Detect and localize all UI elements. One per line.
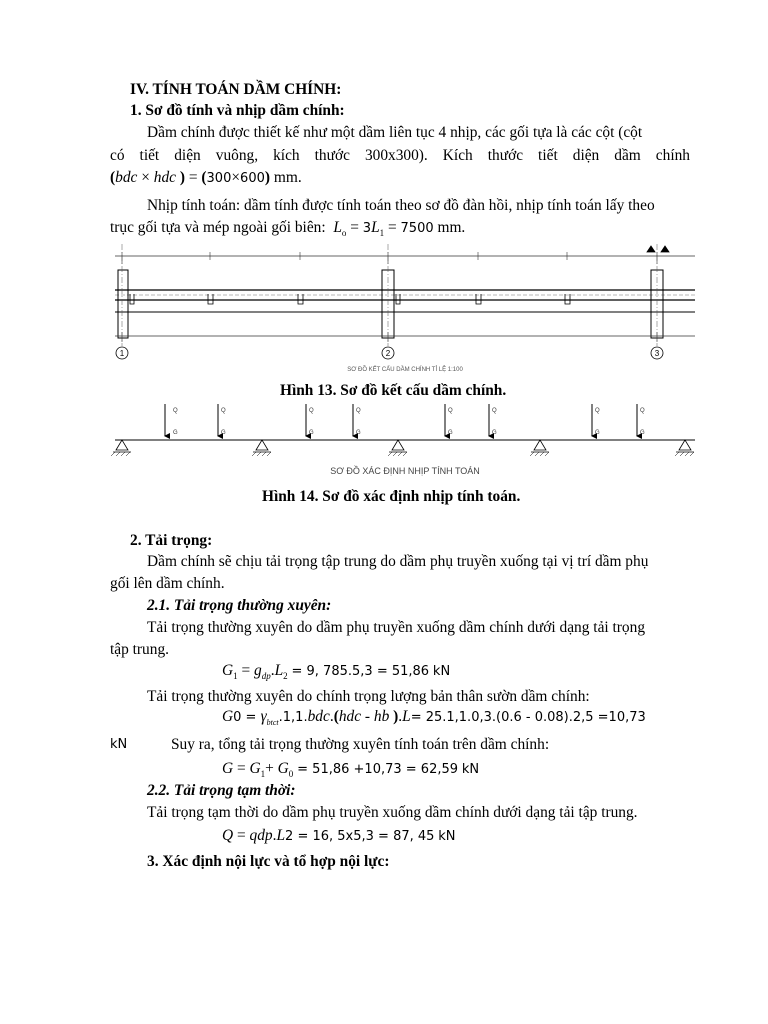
axis-label: 1 bbox=[119, 349, 125, 358]
paragraph-line: Tải trọng tạm thời do dầm phụ truyền xuống dầm chính dưới dạng tải tập trung. bbox=[147, 804, 638, 821]
paragraph-line: Tải trọng thường xuyên do dầm phụ truyền xuống dầm chính dưới dạng tải trọng bbox=[147, 619, 646, 636]
paragraph-line: có tiết diện vuông, kích thước 300x300). Kích thước tiết diện dầm chính bbox=[110, 147, 690, 164]
load-label-q: Q bbox=[492, 408, 497, 414]
beam-structure-diagram bbox=[110, 244, 700, 374]
unit-kn: kN bbox=[110, 737, 128, 752]
paragraph-line: Nhịp tính toán: dầm tính được tính toán theo sơ đồ đàn hồi, nhịp tính toán lấy theo bbox=[147, 197, 655, 214]
load-label-q: Q bbox=[221, 408, 226, 414]
load-label-q: Q bbox=[640, 408, 645, 414]
load-label-g: G bbox=[492, 430, 497, 436]
figure-14-caption: Hình 14. Sơ đồ xác định nhịp tính toán. bbox=[262, 488, 521, 505]
load-label-g: G bbox=[221, 430, 226, 436]
load-label-g: G bbox=[309, 430, 314, 436]
axis-label: 3 bbox=[654, 349, 660, 358]
load-label-q: Q bbox=[356, 408, 361, 414]
subsection-title-1: 1. Sơ đồ tính và nhịp dầm chính: bbox=[130, 102, 345, 119]
drawing-title: SƠ ĐỒ KẾT CẤU DẦM CHÍNH TỈ LỆ 1:100 bbox=[347, 367, 463, 373]
load-label-g: G bbox=[173, 430, 178, 436]
paragraph-line: Tải trọng thường xuyên do chính trọng lượng bản thân sườn dầm chính: bbox=[147, 688, 590, 705]
section-title: IV. TÍNH TOÁN DẦM CHÍNH: bbox=[130, 81, 342, 98]
load-label-q: Q bbox=[595, 408, 600, 414]
figure-13-caption: Hình 13. Sơ đồ kết cấu dầm chính. bbox=[280, 382, 507, 399]
formula-g: $G = G_1+ G_0 = 51,86 +10,73 = 62,59$ kN bbox=[222, 760, 480, 780]
section-dimension-formula: (bdc × hdc ) = (300×600) mm. bbox=[110, 169, 302, 186]
subsection-title-2: 2. Tải trọng: bbox=[130, 532, 213, 549]
formula-q: Q = qdp.L2 = 16, 5x5,3 = 87, 45 kN bbox=[222, 827, 456, 844]
load-label-q: Q bbox=[309, 408, 314, 414]
paragraph-line: kN Suy ra, tổng tải trọng thường xuyên tính toán trên dầm chính: bbox=[110, 736, 550, 753]
subsection-title-2-1: 2.1. Tải trọng thường xuyên: bbox=[147, 597, 332, 614]
paragraph-line: gối lên dầm chính. bbox=[110, 575, 225, 592]
paragraph-line: tập trung. bbox=[110, 641, 169, 658]
paragraph-line: Dầm chính sẽ chịu tải trọng tập trung do dầm phụ truyền xuống tại vị trí dầm phụ bbox=[147, 553, 649, 570]
load-label-q: Q bbox=[448, 408, 453, 414]
paragraph-line: Dầm chính được thiết kế như một dầm liên tục 4 nhịp, các gối tựa là các cột (cột bbox=[147, 124, 643, 141]
span-calculation-diagram bbox=[110, 400, 700, 480]
span-formula-line: trục gối tựa và mép ngoài gối biên: $L_o = 3L_1 = 7500$ mm. bbox=[110, 219, 466, 239]
load-label-g: G bbox=[640, 430, 645, 436]
load-label-g: G bbox=[448, 430, 453, 436]
load-label-q: Q bbox=[173, 408, 178, 414]
formula-g1: $G_1 = g_{dp}.L_2 = 9$, 785.5,3 = 51,86 kN bbox=[222, 662, 451, 682]
load-label-g: G bbox=[356, 430, 361, 436]
axis-label: 2 bbox=[385, 349, 391, 358]
load-label-g: G bbox=[595, 430, 600, 436]
subsection-title-2-2: 2.2. Tải trọng tạm thời: bbox=[147, 782, 296, 799]
drawing-title: SƠ ĐỒ XÁC ĐỊNH NHỊP TÍNH TOÁN bbox=[330, 466, 480, 476]
subsection-title-3: 3. Xác định nội lực và tổ hợp nội lực: bbox=[147, 853, 390, 870]
formula-g0: $G0 = \gamma_{btct}.1,1.bdc.(hdc$ - hb ).L= 25.1,1.0,3.(0.6 - 0.08).2,5 =10,73 bbox=[222, 708, 646, 728]
